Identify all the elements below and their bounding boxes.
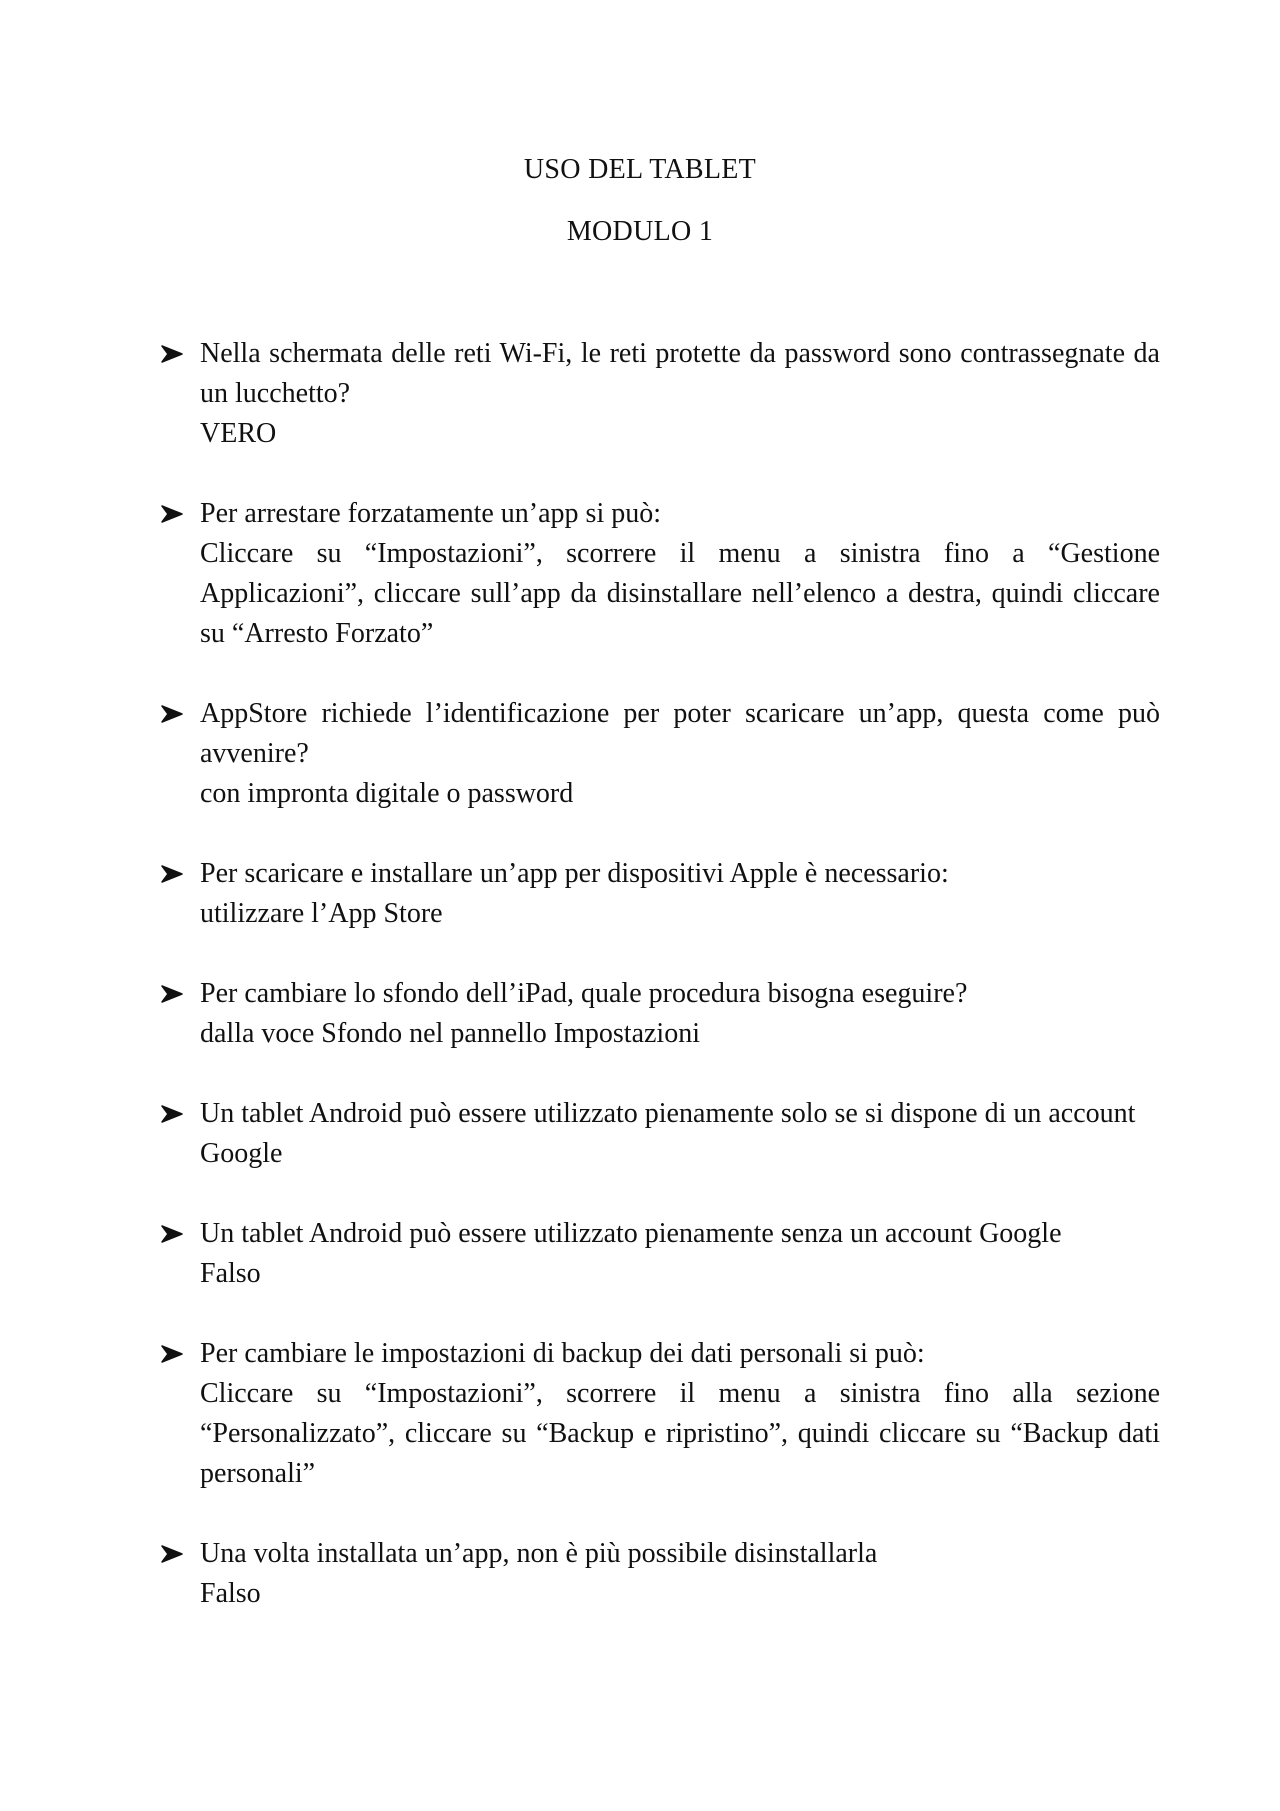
answer-text: Cliccare su “Impostazioni”, scorrere il menu a sinistra fino a “Gestione Applicazioni”, cliccare sull’app da disinstallare nell’elenco a destra, quindi cliccare su “Arresto Forzato”: [200, 538, 1160, 649]
answer-text: Falso: [200, 1258, 261, 1289]
answer-text: utilizzare l’App Store: [200, 898, 443, 929]
answer-text: VERO: [200, 418, 277, 449]
answer-text: Cliccare su “Impostazioni”, scorrere il menu a sinistra fino alla sezione “Personalizzato”, cliccare su “Backup e ripristino”, quindi cliccare su “Backup dati personali”: [200, 1378, 1160, 1489]
question-text: Per cambiare le impostazioni di backup dei dati personali si può:: [200, 1338, 925, 1369]
document-title: USO DEL TABLET: [523, 154, 757, 185]
question-text: Un tablet Android può essere utilizzato pienamente senza un account Google: [200, 1218, 1062, 1249]
answer-text: con impronta digitale o password: [200, 778, 574, 809]
question-text: Per arrestare forzatamente un’app si può:: [200, 498, 662, 529]
list-item: [160, 1334, 1160, 1494]
question-text: Per cambiare lo sfondo dell’iPad, quale procedura bisogna eseguire?: [200, 978, 968, 1009]
list-item: [160, 1094, 1160, 1174]
arrow-bullet-icon: [160, 1344, 184, 1364]
arrow-bullet-icon: [160, 1224, 184, 1244]
list-item: [160, 1214, 1160, 1294]
document-subtitle: MODULO 1: [566, 216, 714, 247]
list-item: [160, 854, 1160, 934]
question-text: Nella schermata delle reti Wi-Fi, le reti protette da password sono contrassegnate da un lucchetto?: [200, 338, 1160, 409]
arrow-bullet-icon: [160, 504, 184, 524]
arrow-bullet-icon: [160, 984, 184, 1004]
arrow-bullet-icon: [160, 1544, 184, 1564]
answer-text: Google: [200, 1138, 283, 1169]
list-item: [160, 334, 1160, 454]
answer-text: dalla voce Sfondo nel pannello Impostazioni: [200, 1018, 700, 1049]
arrow-bullet-icon: [160, 864, 184, 884]
list-item: [160, 494, 1160, 654]
answer-text: Falso: [200, 1578, 261, 1609]
arrow-bullet-icon: [160, 344, 184, 364]
question-text: Per scaricare e installare un’app per dispositivi Apple è necessario:: [200, 858, 949, 889]
question-text: Una volta installata un’app, non è più possibile disinstallarla: [200, 1538, 878, 1569]
arrow-bullet-icon: [160, 704, 184, 724]
list-item: [160, 974, 1160, 1054]
list-item: [160, 1534, 1160, 1614]
question-text: AppStore richiede l’identificazione per poter scaricare un’app, questa come può avvenire?: [200, 698, 1160, 769]
question-list: [160, 334, 1160, 1654]
question-text: Un tablet Android può essere utilizzato pienamente solo se si dispone di un account: [200, 1098, 1136, 1129]
list-item: [160, 694, 1160, 814]
arrow-bullet-icon: [160, 1104, 184, 1124]
